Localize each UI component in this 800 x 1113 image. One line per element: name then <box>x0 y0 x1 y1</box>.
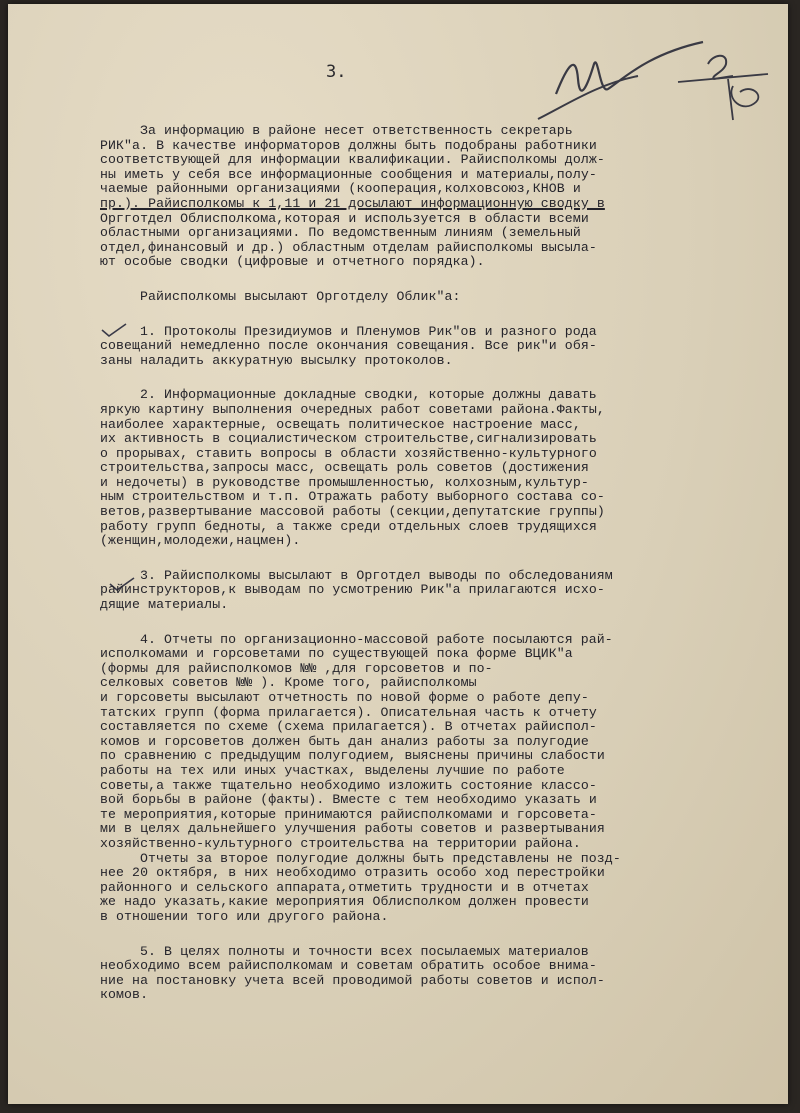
text-line: Оргготдел Облисполкома,которая и используется в области всеми <box>100 211 589 226</box>
text-line: работы на тех или иных участках, выделены лучшие по работе <box>100 763 565 778</box>
text-line: татских групп (форма прилагается). Описательная часть к отчету <box>100 705 597 720</box>
text-line: комов. <box>100 988 149 1003</box>
text-line: заны наладить аккуратную высылку протоколов. <box>100 353 453 368</box>
text-line: 1. Протоколы Президиумов и Пленумов Рик"ов и разного рода <box>140 324 597 339</box>
text-line: (женщин,молодежи,нацмен). <box>100 534 301 549</box>
text-line: работу групп бедноты, а также среди отдельных слоев трудящихся <box>100 519 597 534</box>
text-line: по сравнению с предыдущим полугодием, выяснены причины слабости <box>100 749 605 764</box>
text-line: Райисполкомы высылают Орготделу Облик"а: <box>140 289 461 304</box>
paragraph-heading <box>100 290 780 305</box>
document-body <box>100 124 780 1003</box>
text-line: 2. Информационные докладные сводки, которые должны давать <box>140 388 597 403</box>
text-line: Отчеты за второе полугодие должны быть представлены не позд- <box>140 851 621 866</box>
text-line: совещаний немедленно после окончания совещания. Все рик"и обя- <box>100 339 597 354</box>
text-line: ным строительством и т.п. Отражать работу выборного состава со- <box>100 490 605 505</box>
text-line: нее 20 октября, в них необходимо отразить особо ход перестройки <box>100 866 605 881</box>
text-line: строительства,запросы масс, освещать роль советов (достижения <box>100 461 589 476</box>
text-line: ют особые сводки (цифровые и отчетного порядка). <box>100 255 485 270</box>
paragraph-intro <box>100 124 780 270</box>
paragraph-item-1 <box>100 325 780 369</box>
handwritten-signature-mark <box>528 24 778 134</box>
text-line: наиболее характерные, освещать политическое настроение масс, <box>100 417 581 432</box>
text-line: необходимо всем райисполкомам и советам обратить особое внима- <box>100 959 597 974</box>
text-line: чаемые районными организациями (кооперация,колховсоюз,КНОВ и <box>100 182 581 197</box>
text-line: советы,а также тщательно необходимо изложить состояние классо- <box>100 778 597 793</box>
text-line: ние на постановку учета всей проводимой работы советов и испол- <box>100 973 605 988</box>
text-line: в отношении того или другого района. <box>100 909 389 924</box>
text-line: 5. В целях полноты и точности всех посылаемых материалов <box>140 944 589 959</box>
text-line: о прорывах, ставить вопросы в области хозяйственно-культурного <box>100 446 597 461</box>
paragraph-item-5 <box>100 945 780 1003</box>
page-number: 3. <box>326 62 347 82</box>
text-line: 4. Отчеты по организационно-массовой работе посылаются рай- <box>140 632 613 647</box>
text-line: их активность в социалистическом строительстве,сигнализировать <box>100 432 597 447</box>
text-line: и недочеты) в руководстве промышленностью, колхозным,культур- <box>100 475 589 490</box>
text-line: селковых советов №№ ). Кроме того, райисполкомы <box>100 676 477 691</box>
paragraph-item-4 <box>100 633 780 925</box>
text-line: РИК"а. В качестве информаторов должны быть подобраны работники <box>100 138 597 153</box>
text-line: же надо указать,какие мероприятия Облисполком должен провести <box>100 895 589 910</box>
text-line: райинструкторов,к выводам по усмотрению Рик"а прилагаются исхо- <box>100 583 605 598</box>
text-line: пр.). Райисполкомы к 1,11 и 21 досылают информационную сводку в <box>100 196 605 211</box>
text-line: дящие материалы. <box>100 598 229 613</box>
text-line: ветов,развертывание массовой работы (секции,депутатские группы) <box>100 505 605 520</box>
text-line: 3. Райисполкомы высылают в Орготдел выводы по обследованиям <box>140 568 613 583</box>
text-line: яркую картину выполнения очередных работ советами района.Факты, <box>100 402 605 417</box>
text-line: отдел,финансовый и др.) областным отделам райисполкомы высыла- <box>100 240 597 255</box>
text-line: исполкомами и горсоветами по существующей пока форме ВЦИК"а <box>100 647 573 662</box>
text-line: комов и горсоветов должен быть дан анализ работы за полугодие <box>100 734 589 749</box>
text-line: областными организациями. По ведомственным линиям (земельный <box>100 226 581 241</box>
text-line: ми в целях дальнейшего улучшения работы советов и развертывания <box>100 822 605 837</box>
text-line: те мероприятия,которые принимаются райисполкомами и горсовета- <box>100 807 597 822</box>
text-line: ны иметь у себя все информационные сообщения и материалы,полу- <box>100 167 597 182</box>
paragraph-item-3 <box>100 569 780 613</box>
text-line: вой борьбы в районе (факты). Вместе с тем необходимо указать и <box>100 793 597 808</box>
text-line: соответствующей для информации квалификации. Райисполкомы долж- <box>100 153 605 168</box>
text-line: составляется по схеме (схема прилагается). В отчетах райиспол- <box>100 720 597 735</box>
document-page <box>8 4 788 1104</box>
text-line: хозяйственно-культурного строительства на территории района. <box>100 836 581 851</box>
text-line: (формы для райисполкомов №№ ,для горсоветов и по- <box>100 661 493 676</box>
text-line: За информацию в районе несет ответственность секретарь <box>140 124 573 138</box>
text-line: и горсоветы высылают отчетность по новой форме о работе депу- <box>100 691 589 705</box>
text-line: районного и сельского аппарата,отметить трудности и в отчетах <box>100 880 589 895</box>
paragraph-item-2 <box>100 388 780 549</box>
